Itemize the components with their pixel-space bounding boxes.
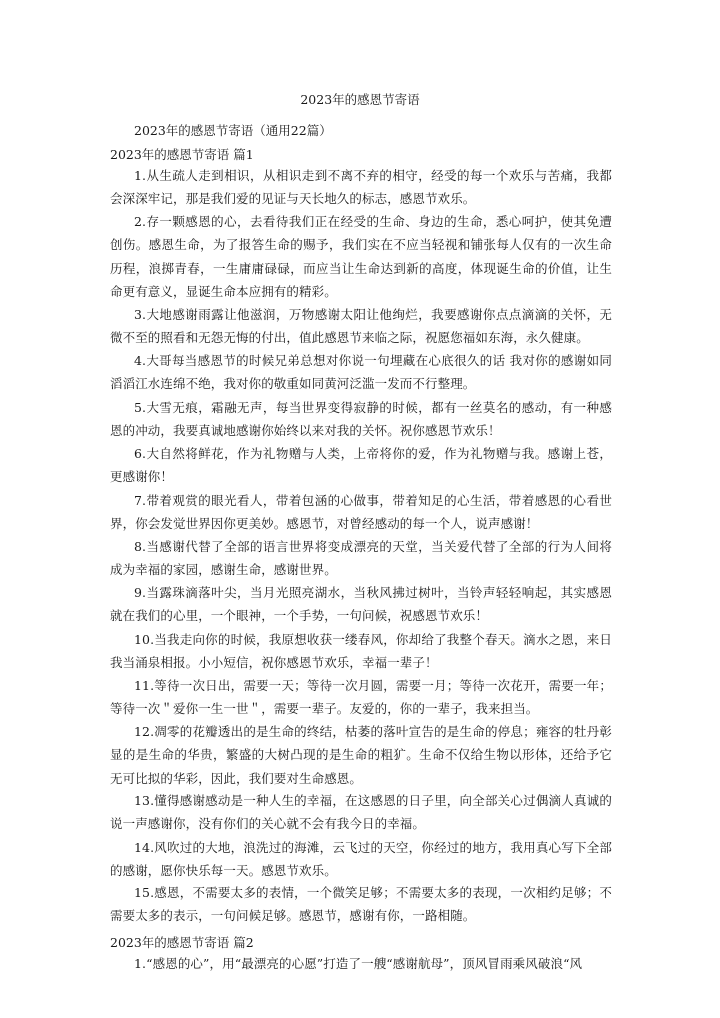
- paragraph: 1.从生疏人走到相识，从相识走到不离不弃的相守，经受的每一个欢乐与苦痛，我都会深深牢记，那是我们爱的见证与天长地久的标志，感恩节欢乐。: [110, 168, 612, 207]
- paragraph: 14.风吹过的大地，浪洗过的海滩，云飞过的天空，你经过的地方，我用真心写下全部的感谢，愿你快乐每一天。感恩节欢乐。: [110, 840, 612, 879]
- paragraph: 13.懂得感谢感动是一种人生的幸福，在这感恩的日子里，向全部关心过偶滴人真诚的说一声感谢你，没有你们的关心就不会有我今日的幸福。: [110, 793, 612, 832]
- paragraph: 4.大哥每当感恩节的时候兄弟总想对你说一句埋藏在心底很久的话 我对你的感谢如同滔滔江水连绵不绝，我对你的敬重如同黄河泛滥一发而不行整理。: [110, 353, 612, 392]
- paragraph: 12.凋零的花瓣透出的是生命的终结，枯萎的落叶宣告的是生命的停息；雍容的牡丹彰显的是生命的华贵，繁盛的大树凸现的是生命的粗犷。生命不仅给生物以形体，还给予它无可比拟的华彩，因此，我们要对生命感恩。: [110, 724, 612, 786]
- paragraph: 11.等待一次日出，需要一天；等待一次月圆，需要一月；等待一次花开，需要一年；等待一次＂爱你一生一世＂，需要一辈子。友爱的，你的一辈子，我来担当。: [110, 678, 612, 717]
- paragraph: 9.当露珠滴落叶尖，当月光照亮湖水，当秋风拂过树叶，当铃声轻轻响起，其实感恩就在我们的心里，一个眼神，一个手势，一句问候，祝感恩节欢乐！: [110, 585, 612, 624]
- section-heading: 2023年的感恩节寄语 篇2: [110, 935, 254, 950]
- document-title: 2023年的感恩节寄语: [300, 92, 420, 107]
- paragraph: 5.大雪无痕，霜融无声，每当世界变得寂静的时候，都有一丝莫名的感动，有一种感恩的冲动，我要真诚地感谢你始终以来对我的关怀。祝你感恩节欢乐！: [110, 400, 612, 439]
- paragraph: 1.“感恩的心”，用“最漂亮的心愿”打造了一艘“感谢航母”，顶风冒雨乘风破浪“风: [134, 956, 583, 971]
- paragraph: 7.带着观赏的眼光看人，带着包涵的心做事，带着知足的心生活，带着感恩的心看世界，你会发觉世界因你更美妙。感恩节，对曾经感动的每一个人，说声感谢！: [110, 493, 612, 532]
- document-subtitle: 2023年的感恩节寄语（通用22篇）: [134, 123, 332, 138]
- paragraph: 10.当我走向你的时候，我原想收获一缕春风，你却给了我整个春天。滴水之恩，来日我当涌泉相报。小小短信，祝你感恩节欢乐，幸福一辈子！: [110, 632, 612, 671]
- section-heading: 2023年的感恩节寄语 篇1: [110, 147, 254, 162]
- paragraph: 3.大地感谢雨露让他滋润，万物感谢太阳让他绚烂，我要感谢你点点滴滴的关怀，无微不至的照看和无怨无悔的付出，值此感恩节来临之际，祝愿您福如东海，永久健康。: [110, 307, 612, 346]
- paragraph: 6.大自然将鲜花，作为礼物赠与人类，上帝将你的爱，作为礼物赠与我。感谢上苍，更感谢你！: [110, 446, 612, 485]
- paragraph: 8.当感谢代替了全部的语言世界将变成漂亮的天堂，当关爱代替了全部的行为人间将成为幸福的家园，感谢生命，感谢世界。: [110, 539, 612, 578]
- paragraph: 2.存一颗感恩的心，去看待我们正在经受的生命、身边的生命，悉心呵护，使其免遭创伤。感恩生命，为了报答生命的赐予，我们实在不应当轻视和铺张每人仅有的一次生命历程，浪掷青春，一生庸庸碌碌，而应当让生命达到新的高度，体现诞生命的价值，让生命更有意义，显诞生命本应拥有的精彩。: [110, 214, 612, 300]
- paragraph: 15.感恩，不需要太多的表情，一个微笑足够；不需要太多的表现，一次相约足够；不需要太多的表示，一句问候足够。感恩节，感谢有你，一路相随。: [110, 885, 612, 924]
